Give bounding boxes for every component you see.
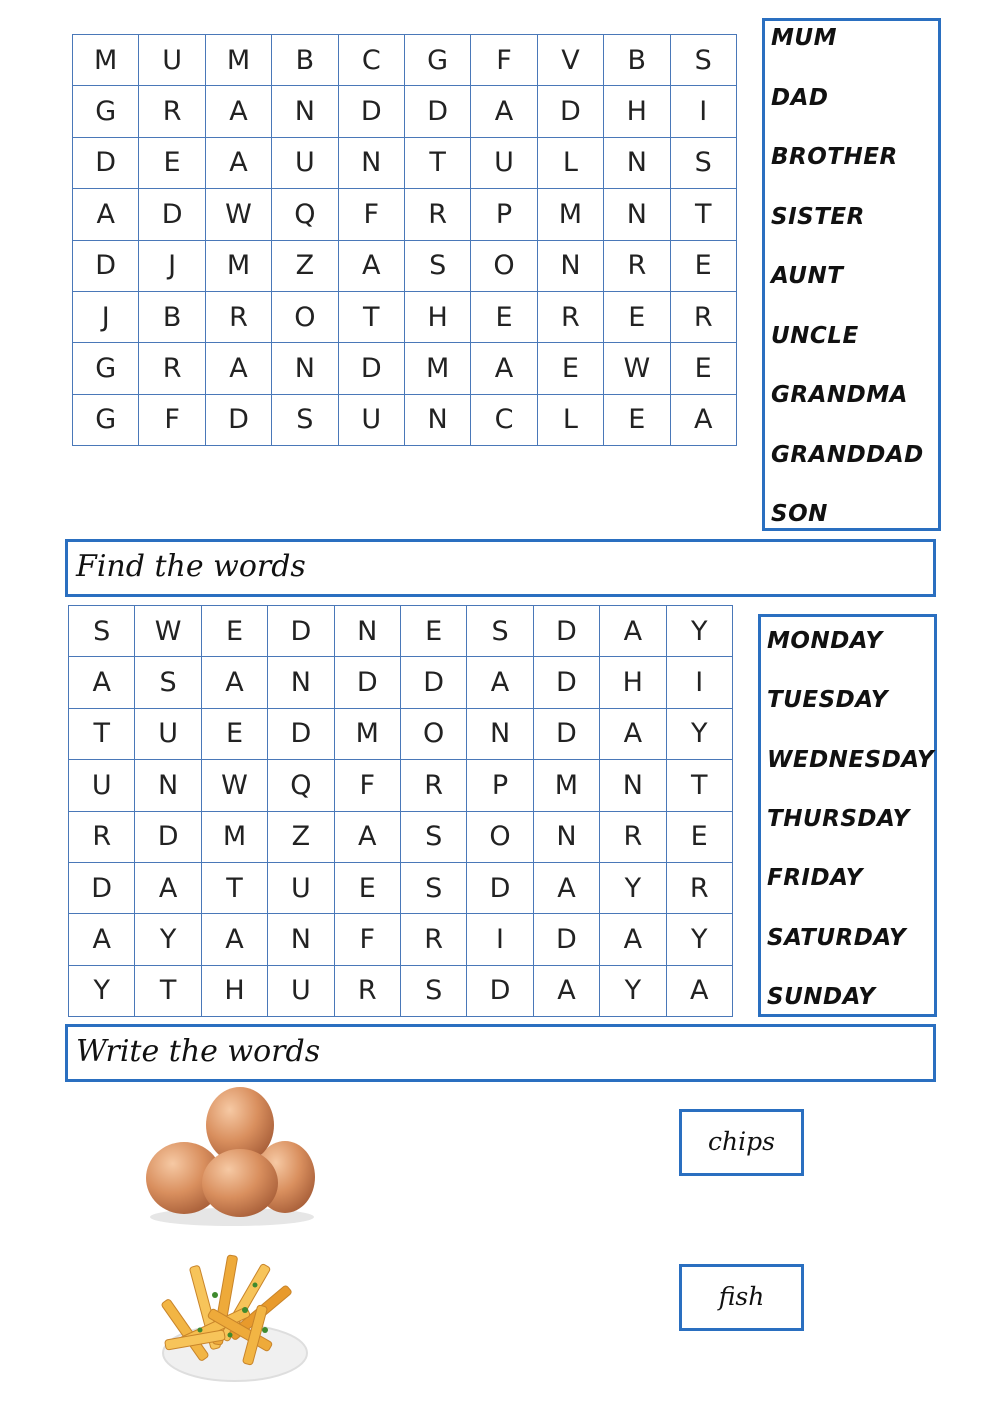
grid-letter: L	[537, 137, 603, 188]
grid-letter: A	[467, 657, 533, 708]
grid-letter: R	[604, 240, 670, 291]
grid-letter: D	[73, 240, 139, 291]
grid-letter: D	[205, 394, 271, 445]
grid-letter: D	[334, 657, 400, 708]
grid-letter: E	[604, 291, 670, 342]
grid-row	[73, 86, 737, 137]
grid-letter: O	[272, 291, 338, 342]
write-the-words-banner: Write the words	[65, 1024, 936, 1082]
grid-letter: D	[400, 657, 466, 708]
grid-letter: Y	[666, 708, 732, 759]
grid-row	[73, 343, 737, 394]
grid-letter: Y	[135, 914, 201, 965]
word-list-item: SATURDAY	[767, 924, 907, 951]
word-list-item: BROTHER	[771, 144, 898, 170]
grid-letter: B	[139, 291, 205, 342]
grid-letter: A	[471, 86, 537, 137]
grid-letter: G	[73, 394, 139, 445]
grid-letter: B	[272, 35, 338, 86]
grid-letter: Y	[600, 862, 666, 913]
grid-letter: A	[73, 189, 139, 240]
grid-letter: D	[467, 965, 533, 1016]
grid-letter: W	[201, 760, 267, 811]
grid-row	[69, 965, 733, 1016]
grid-letter: R	[670, 291, 736, 342]
grid-letter: A	[338, 240, 404, 291]
grid-letter: R	[139, 86, 205, 137]
grid-row	[73, 394, 737, 445]
chips-picture-icon	[155, 1235, 315, 1390]
grid-letter: B	[604, 35, 670, 86]
grid-letter: N	[268, 914, 334, 965]
grid-letter: E	[139, 137, 205, 188]
word-list-item: MUM	[771, 25, 837, 51]
grid-letter: D	[533, 657, 599, 708]
grid-letter: R	[400, 914, 466, 965]
grid-letter: E	[201, 606, 267, 657]
grid-letter: S	[670, 35, 736, 86]
grid-letter: A	[533, 965, 599, 1016]
grid-letter: U	[69, 760, 135, 811]
grid-row	[69, 760, 733, 811]
grid-letter: A	[201, 914, 267, 965]
grid-letter: Q	[268, 760, 334, 811]
grid-letter: T	[404, 137, 470, 188]
grid-row	[69, 708, 733, 759]
grid-letter: A	[600, 606, 666, 657]
grid-letter: H	[604, 86, 670, 137]
grid-letter: E	[666, 811, 732, 862]
grid-letter: M	[205, 35, 271, 86]
grid-letter: D	[69, 862, 135, 913]
grid-letter: D	[73, 137, 139, 188]
grid-letter: R	[400, 760, 466, 811]
grid-letter: D	[338, 343, 404, 394]
grid-letter: D	[268, 708, 334, 759]
grid-letter: N	[600, 760, 666, 811]
grid-letter: W	[604, 343, 670, 394]
grid-letter: N	[404, 394, 470, 445]
grid-letter: F	[334, 760, 400, 811]
grid-letter: O	[471, 240, 537, 291]
find-the-words-banner: Find the words	[65, 539, 936, 597]
grid-letter: F	[471, 35, 537, 86]
word-list-item: FRIDAY	[767, 865, 863, 892]
grid-letter: R	[334, 965, 400, 1016]
grid-letter: A	[600, 708, 666, 759]
grid-letter: A	[600, 914, 666, 965]
grid-letter: D	[467, 862, 533, 913]
grid-letter: T	[69, 708, 135, 759]
grid-letter: R	[69, 811, 135, 862]
grid-letter: P	[471, 189, 537, 240]
word-search-grid-days	[68, 605, 733, 1017]
grid-letter: E	[471, 291, 537, 342]
grid-row	[69, 657, 733, 708]
grid-letter: Y	[69, 965, 135, 1016]
grid-letter: D	[533, 914, 599, 965]
grid-letter: G	[73, 343, 139, 394]
answer-box-fish: fish	[679, 1264, 804, 1331]
grid-row	[69, 606, 733, 657]
grid-letter: O	[400, 708, 466, 759]
grid-letter: R	[600, 811, 666, 862]
eggs-picture-icon	[140, 1085, 320, 1230]
word-list-item: UNCLE	[771, 322, 859, 349]
word-list-item: SISTER	[771, 203, 865, 230]
grid-letter: U	[471, 137, 537, 188]
grid-letter: A	[666, 965, 732, 1016]
grid-letter: Y	[666, 914, 732, 965]
grid-row	[69, 914, 733, 965]
grid-letter: U	[135, 708, 201, 759]
grid-letter: N	[533, 811, 599, 862]
grid-letter: A	[533, 862, 599, 913]
grid-letter: C	[338, 35, 404, 86]
grid-letter: A	[205, 137, 271, 188]
grid-letter: N	[272, 86, 338, 137]
grid-letter: D	[268, 606, 334, 657]
grid-letter: N	[604, 189, 670, 240]
grid-letter: S	[400, 862, 466, 913]
grid-letter: O	[467, 811, 533, 862]
word-list-days	[758, 614, 937, 1017]
grid-letter: N	[334, 606, 400, 657]
grid-letter: D	[139, 189, 205, 240]
grid-row	[73, 189, 737, 240]
word-list-item: WEDNESDAY	[767, 746, 935, 773]
word-list-item: SON	[771, 501, 828, 527]
grid-letter: H	[600, 657, 666, 708]
word-list-item: AUNT	[771, 263, 844, 289]
grid-letter: N	[135, 760, 201, 811]
grid-letter: I	[467, 914, 533, 965]
word-list-item: DAD	[771, 84, 829, 111]
grid-letter: R	[666, 862, 732, 913]
grid-row	[73, 291, 737, 342]
grid-letter: M	[537, 189, 603, 240]
grid-letter: I	[666, 657, 732, 708]
grid-letter: A	[135, 862, 201, 913]
grid-letter: P	[467, 760, 533, 811]
grid-letter: S	[69, 606, 135, 657]
word-list-family	[762, 18, 941, 531]
grid-letter: R	[139, 343, 205, 394]
grid-letter: S	[135, 657, 201, 708]
word-list-item: THURSDAY	[767, 805, 910, 832]
grid-letter: Z	[268, 811, 334, 862]
grid-letter: W	[205, 189, 271, 240]
grid-letter: E	[400, 606, 466, 657]
grid-letter: Y	[666, 606, 732, 657]
grid-letter: T	[338, 291, 404, 342]
grid-letter: V	[537, 35, 603, 86]
grid-letter: Y	[600, 965, 666, 1016]
grid-letter: S	[670, 137, 736, 188]
grid-letter: U	[139, 35, 205, 86]
grid-letter: E	[537, 343, 603, 394]
grid-letter: R	[537, 291, 603, 342]
grid-letter: U	[268, 965, 334, 1016]
grid-letter: S	[400, 811, 466, 862]
grid-letter: U	[268, 862, 334, 913]
grid-letter: D	[533, 606, 599, 657]
grid-letter: E	[670, 343, 736, 394]
grid-letter: N	[272, 343, 338, 394]
grid-letter: G	[404, 35, 470, 86]
grid-letter: T	[666, 760, 732, 811]
grid-letter: A	[471, 343, 537, 394]
grid-letter: H	[404, 291, 470, 342]
grid-letter: M	[334, 708, 400, 759]
grid-letter: S	[400, 965, 466, 1016]
grid-letter: T	[670, 189, 736, 240]
grid-letter: N	[268, 657, 334, 708]
grid-letter: J	[73, 291, 139, 342]
grid-row	[69, 811, 733, 862]
grid-letter: E	[670, 240, 736, 291]
grid-letter: E	[604, 394, 670, 445]
grid-letter: F	[139, 394, 205, 445]
grid-letter: M	[73, 35, 139, 86]
grid-letter: C	[471, 394, 537, 445]
grid-letter: U	[338, 394, 404, 445]
grid-letter: D	[135, 811, 201, 862]
grid-letter: R	[404, 189, 470, 240]
grid-letter: N	[338, 137, 404, 188]
grid-letter: J	[139, 240, 205, 291]
grid-letter: M	[533, 760, 599, 811]
grid-letter: S	[272, 394, 338, 445]
grid-letter: S	[404, 240, 470, 291]
grid-letter: D	[533, 708, 599, 759]
grid-letter: Q	[272, 189, 338, 240]
grid-letter: M	[205, 240, 271, 291]
word-list-item: TUESDAY	[767, 687, 889, 714]
word-list-item: SUNDAY	[767, 983, 876, 1010]
word-list-item: GRANDDAD	[771, 441, 924, 468]
grid-letter: A	[69, 914, 135, 965]
word-search-grid-family	[72, 34, 737, 446]
grid-letter: R	[205, 291, 271, 342]
grid-letter: A	[205, 343, 271, 394]
grid-letter: L	[537, 394, 603, 445]
grid-row	[73, 35, 737, 86]
grid-letter: I	[670, 86, 736, 137]
grid-letter: M	[201, 811, 267, 862]
grid-letter: D	[404, 86, 470, 137]
grid-letter: D	[338, 86, 404, 137]
grid-letter: Z	[272, 240, 338, 291]
grid-letter: N	[537, 240, 603, 291]
grid-letter: N	[604, 137, 670, 188]
grid-letter: F	[334, 914, 400, 965]
word-list-item: GRANDMA	[771, 382, 908, 408]
grid-row	[73, 137, 737, 188]
answer-box-chips: chips	[679, 1109, 804, 1176]
grid-letter: A	[69, 657, 135, 708]
grid-letter: A	[205, 86, 271, 137]
grid-letter: T	[135, 965, 201, 1016]
grid-letter: U	[272, 137, 338, 188]
grid-letter: E	[201, 708, 267, 759]
grid-letter: A	[334, 811, 400, 862]
grid-letter: D	[537, 86, 603, 137]
grid-letter: S	[467, 606, 533, 657]
grid-letter: W	[135, 606, 201, 657]
grid-letter: T	[201, 862, 267, 913]
grid-letter: A	[670, 394, 736, 445]
grid-letter: F	[338, 189, 404, 240]
grid-letter: N	[467, 708, 533, 759]
grid-letter: E	[334, 862, 400, 913]
word-list-item: MONDAY	[767, 628, 883, 654]
grid-letter: M	[404, 343, 470, 394]
grid-row	[73, 240, 737, 291]
grid-letter: G	[73, 86, 139, 137]
grid-row	[69, 862, 733, 913]
grid-letter: A	[201, 657, 267, 708]
grid-letter: H	[201, 965, 267, 1016]
